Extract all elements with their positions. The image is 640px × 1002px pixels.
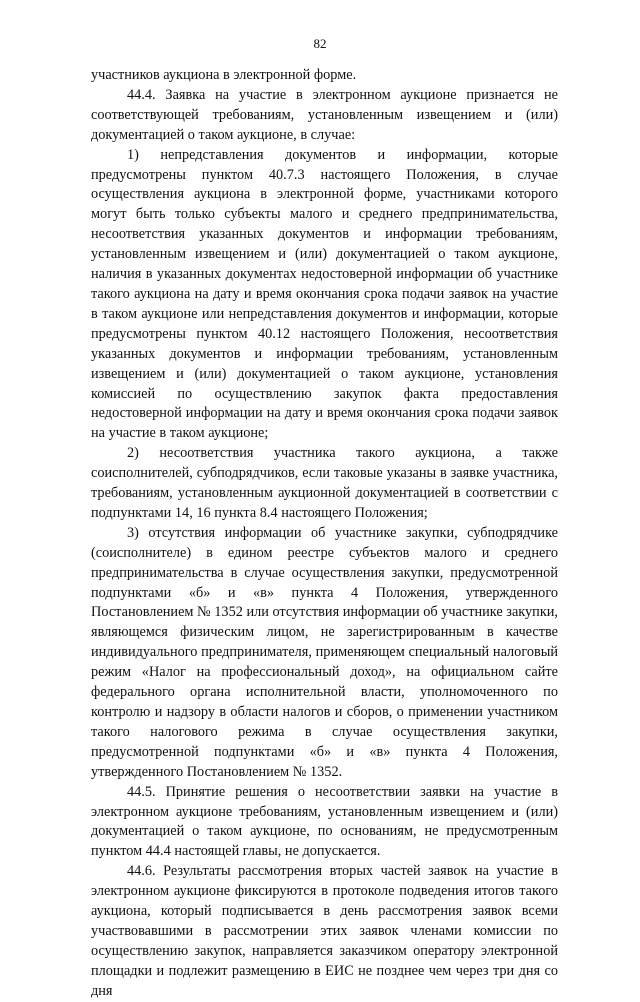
page-number: 82 [313,36,327,51]
paragraph-44-4-item-1: 1) непредставления документов и информации, которые предусмотрены пунктом 40.7.3 настоящего Положения, в случае осуществления аукциона в электронной форме, участниками которого могут быть только субъекты малого и среднего предпринимательства, несоответствия указанных документов и информации требованиям, установленным извещением и (или) документацией о таком аукционе, наличия в указанных документах недостоверной информации об участнике такого аукциона на дату и время окончания срока подачи заявок на участие в таком аукционе или непредставления документов и информации, которые предусмотрены пунктом 40.12 настоящего Положения, несоответствия указанных документов и информации требованиям, установленным извещением и (или) документацией о таком аукционе, установления комиссией по осуществлению закупок факта предоставления недостоверной информации на дату и время окончания срока подачи заявок на участие в таком аукционе; [91,146,558,442]
paragraph-44-4-item-2: 2) несоответствия участника такого аукциона, а также соисполнителей, субподрядчиков, если таковые указаны в заявке участника, требованиям, установленным аукционной документацией в соответствии с подпунктами 14, 16 пункта 8.4 настоящего Положения; [91,445,558,521]
paragraph-continuation: участников аукциона в электронной форме. [91,67,357,83]
paragraph-44-5: 44.5. Принятие решения о несоответствии заявки на участие в электронном аукционе требованиям, установленным извещением и (или) документацией о таком аукционе, по основаниям, не предусмотренным пунктом 44.4 настоящей главы, не допускается. [91,783,558,860]
paragraph-44-6: 44.6. Результаты рассмотрения вторых частей заявок на участие в электронном аукционе фиксируются в протоколе подведения итогов такого аукциона, который подписывается в день рассмотрения заявок всеми участвовавшими в рассмотрении этих заявок членами комиссии по осуществлению закупок, направляется заказчиком оператору электронной площадки и подлежит размещению в ЕИС не позднее чем через три дня со дня [91,863,558,999]
paragraph-44-4: 44.4. Заявка на участие в электронном аукционе признается не соответствующей требованиям, установленным извещением и (или) документацией о таком аукционе, в случае: [91,86,558,143]
paragraph-44-4-item-3: 3) отсутствия информации об участнике закупки, субподрядчике (соисполнителе) в едином реестре субъектов малого и среднего предпринимательства в случае осуществления закупки, предусмотренной подпунктами «б» и «в» пункта 4 Положения, утвержденного Постановлением № 1352 или отсутствия информации об участнике закупки, являющемся физическим лицом, не зарегистрированным в качестве индивидуального предпринимателя, применяющем специальный налоговый режим «Налог на профессиональный доход», на официальном сайте федерального органа исполнительной власти, уполномоченного по контролю и надзору в области налогов и сборов, о применении участником такого налогового режима в случае осуществления закупки, предусмотренной подпунктами «б» и «в» пункта 4 Положения, утвержденного Постановлением № 1352. [91,524,558,780]
document-body [91,66,558,1002]
